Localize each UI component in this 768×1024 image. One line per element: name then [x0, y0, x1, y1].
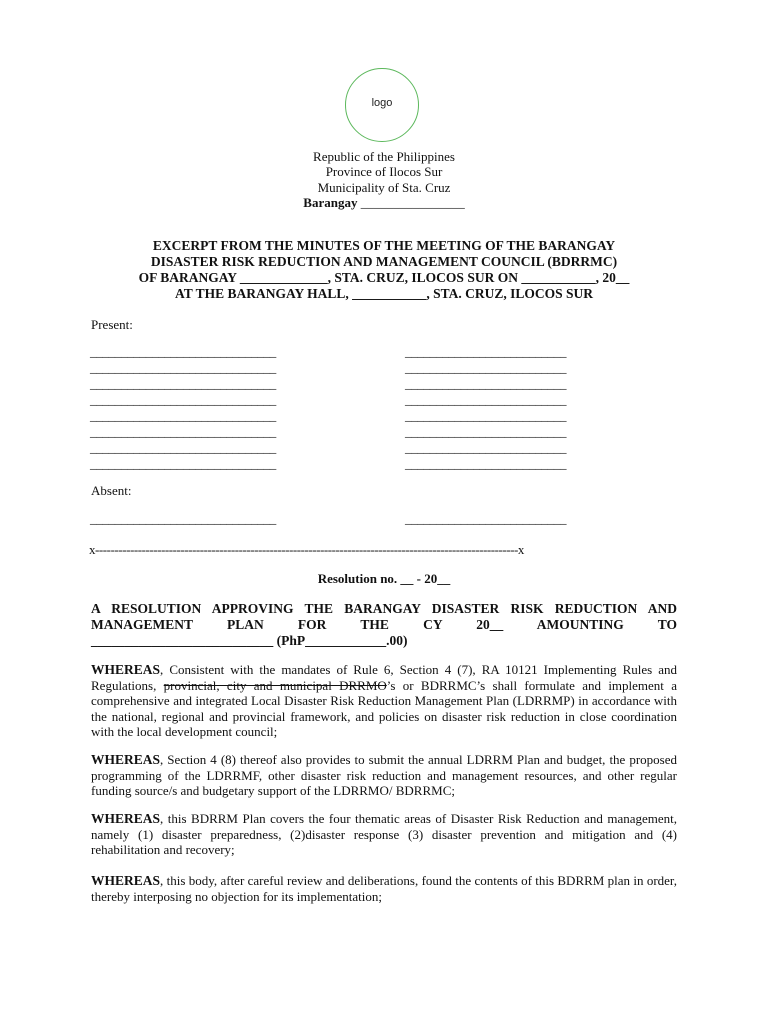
present-right-line: __________________________ [405, 440, 567, 455]
header-barangay [0, 195, 768, 211]
title-line-3: OF BARANGAY _____________, STA. CRUZ, ILOCOS SUR ON ___________, 20__ [138, 270, 630, 285]
header-republic: Republic of the Philippines [313, 149, 455, 164]
whereas-4-text: , this body, after careful review and deliberations, found the contents of this BDRRM plan in order, thereby interposing no objection for its implementation; [91, 873, 677, 904]
whereas-keyword: WHEREAS [91, 752, 161, 767]
resolution-heading-line-1: A RESOLUTION APPROVING THE BARANGAY DISASTER RISK REDUCTION AND [91, 601, 677, 616]
logo-label: logo [371, 97, 393, 109]
present-label: Present: [91, 317, 133, 332]
present-right-line: __________________________ [405, 376, 567, 391]
whereas-3-text: , this BDRRM Plan covers the four thematic areas of Disaster Risk Reduction and management, namely (1) disaster preparedness, (2)disaster response (3) disaster prevention and mitigation and (4) rehabilitation and recovery; [91, 811, 677, 858]
absent-right-line: __________________________ [405, 511, 567, 526]
title-line-1: EXCERPT FROM THE MINUTES OF THE MEETING OF THE BARANGAY [152, 238, 616, 253]
present-right-line: __________________________ [405, 344, 567, 359]
logo-placeholder [345, 68, 419, 142]
whereas-keyword: WHEREAS [91, 811, 161, 826]
absent-label: Absent: [91, 483, 132, 498]
resolution-heading-line-2: MANAGEMENT PLAN FOR THE CY 20__ AMOUNTING TO [91, 617, 677, 632]
present-right-line: __________________________ [405, 456, 567, 471]
barangay-blank: ________________ [360, 195, 465, 210]
whereas-keyword: WHEREAS [91, 873, 161, 888]
whereas-1-text-b: ’s or BDRRMC’s shall formulate and implement a comprehensive and integrated Local Disaster Risk Reduction Management Plan (LDRRMP) in accordance with the national, regional and provincial framework, and policies on disaster risk reduction in close coordination with the local development council; [91, 677, 677, 740]
whereas-1-text-a: , Consistent with the mandates of Rule 6, Section 4 (7), RA 10121 Implementing Rules and Regulations, [91, 662, 677, 693]
whereas-paragraph-1 [91, 662, 677, 740]
title-line-2: DISASTER RISK REDUCTION AND MANAGEMENT COUNCIL (BDRRMC) [150, 254, 618, 269]
present-left-line: ______________________________ [90, 392, 277, 407]
title-line-4: AT THE BARANGAY HALL, ___________, STA. CRUZ, ILOCOS SUR [174, 286, 594, 301]
present-right-line: __________________________ [405, 360, 567, 375]
present-left-line: ______________________________ [90, 376, 277, 391]
present-right-line: __________________________ [405, 392, 567, 407]
present-left-line: ______________________________ [90, 360, 277, 375]
present-left-line: ______________________________ [90, 408, 277, 423]
whereas-paragraph-3 [91, 811, 677, 858]
whereas-paragraph-4 [91, 873, 677, 904]
header-municipality: Municipality of Sta. Cruz [317, 180, 451, 195]
present-right-line: __________________________ [405, 408, 567, 423]
whereas-keyword: WHEREAS [91, 662, 161, 677]
present-left-line: ______________________________ [90, 440, 277, 455]
section-separator: x-------------------------------------------------------------------------------------------------------------x [89, 542, 524, 557]
present-right-line: __________________________ [405, 424, 567, 439]
present-left-line: ______________________________ [90, 344, 277, 359]
barangay-label: Barangay [303, 195, 358, 210]
whereas-2-text: , Section 4 (8) thereof also provides to submit the annual LDRRM Plan and budget, the proposed programming of the LDRRMF, other disaster risk reduction and management resources, and other regular funding source/s and budgetary support of the LDRRMO/ BDRRMC; [91, 752, 677, 799]
present-left-line: ______________________________ [90, 456, 277, 471]
resolution-number: Resolution no. __ - 20__ [317, 571, 451, 586]
header-province: Province of Ilocos Sur [325, 164, 443, 179]
absent-left-line: ______________________________ [90, 511, 277, 526]
resolution-heading-line-3: ___________________________ (PhP____________.00) [91, 633, 408, 648]
whereas-paragraph-2 [91, 752, 677, 799]
present-left-line: ______________________________ [90, 424, 277, 439]
whereas-1-struck-text: provincial, city and municipal DRRMO [163, 677, 387, 693]
